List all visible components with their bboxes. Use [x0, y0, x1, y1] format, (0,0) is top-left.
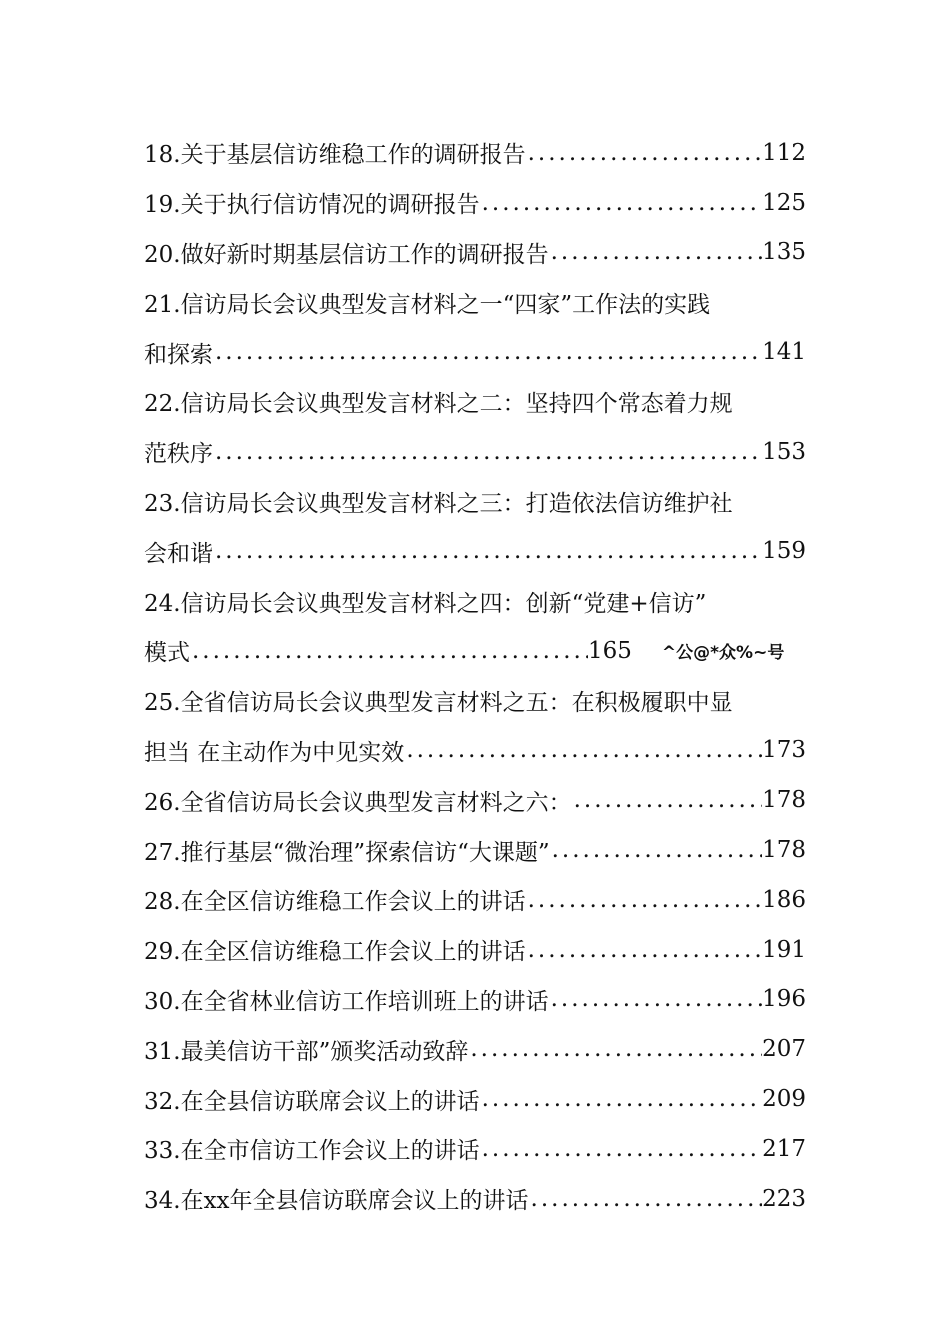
toc-entry: [144, 427, 806, 477]
toc-entry-wrap: [144, 377, 806, 427]
toc-entry: [144, 975, 806, 1025]
toc-leader-dots: [480, 190, 763, 216]
toc-leader-dots: [572, 787, 763, 813]
toc-entry: [144, 925, 806, 975]
toc-entry: [144, 178, 806, 228]
toc-leader-dots: [480, 1086, 763, 1112]
toc-entry-page: 159: [762, 538, 806, 565]
toc-leader-dots: [549, 239, 763, 265]
toc-entry-title: 28.在全区信访维稳工作会议上的讲话: [144, 889, 526, 916]
toc-leader-dots: [529, 1186, 763, 1212]
toc-entry-page: 153: [762, 438, 806, 465]
toc-entry-title: 34.在xx年全县信访联席会议上的讲话: [144, 1188, 529, 1215]
toc-entry-title: 担当 在主动作为中见实效: [144, 739, 405, 766]
toc-entry: [144, 1074, 806, 1124]
toc-entry-page: 135: [762, 239, 806, 266]
toc-entry-title: 30.在全省林业信访工作培训班上的讲话: [144, 988, 549, 1015]
toc-entry-page: 217: [762, 1135, 806, 1162]
toc-entry-title: 会和谐: [144, 540, 213, 567]
toc-entry-title: 29.在全区信访维稳工作会议上的讲话: [144, 939, 526, 966]
watermark-text: ^公@*众%~号: [661, 643, 785, 664]
toc-entry-page: 191: [762, 936, 806, 963]
toc-entry-title: 23.信访局长会议典型发言材料之三：打造依法信访维护社: [144, 490, 733, 517]
toc-entry-page: 186: [762, 886, 806, 913]
toc-entry-page: 209: [762, 1086, 806, 1113]
table-of-contents: [144, 128, 806, 1224]
toc-entry-page: 196: [762, 986, 806, 1013]
toc-entry: [144, 228, 806, 278]
toc-entry: [144, 1024, 806, 1074]
toc-entry-title: 27.推行基层“微治理”探索信访“大课题”: [144, 839, 550, 866]
toc-entry-title: 25.全省信访局长会议典型发言材料之五：在积极履职中显: [144, 690, 733, 717]
toc-entry-title: 19.关于执行信访情况的调研报告: [144, 192, 480, 219]
toc-entry-wrap: [144, 576, 806, 626]
toc-entry-title: 20.做好新时期基层信访工作的调研报告: [144, 241, 549, 268]
toc-leader-dots: [480, 1136, 763, 1162]
toc-entry-page: 207: [762, 1036, 806, 1063]
toc-entry-page: 141: [762, 339, 806, 366]
toc-leader-dots: [213, 538, 762, 564]
toc-entry-title: 和探索: [144, 341, 213, 368]
toc-entry: [144, 327, 806, 377]
toc-leader-dots: [468, 1036, 762, 1062]
toc-entry-page: 173: [762, 737, 806, 764]
toc-entry-page: 223: [762, 1185, 806, 1212]
toc-entry-page: 112: [762, 139, 806, 166]
toc-leader-dots: [190, 638, 588, 664]
toc-entry: [144, 526, 806, 576]
toc-entry-title: 21.信访局长会议典型发言材料之一“四家”工作法的实践: [144, 291, 711, 318]
toc-entry-title: 24.信访局长会议典型发言材料之四：创新“党建+信访”: [144, 590, 707, 617]
toc-entry-title: 22.信访局长会议典型发言材料之二：坚持四个常态着力规: [144, 391, 733, 418]
toc-leader-dots: [549, 986, 763, 1012]
toc-leader-dots: [526, 887, 763, 913]
toc-entry-title: 31.最美信访干部”颁奖活动致辞: [144, 1038, 469, 1065]
toc-entry: [144, 875, 806, 925]
toc-entry: [144, 825, 806, 875]
toc-entry-title: 18.关于基层信访维稳工作的调研报告: [144, 142, 526, 169]
toc-entry-wrap: [144, 676, 806, 726]
toc-entry-title: 范秩序: [144, 441, 213, 468]
toc-entry: [144, 775, 806, 825]
toc-entry-wrap: [144, 477, 806, 527]
toc-entry-page: 165: [588, 637, 632, 664]
toc-entry-wrap: [144, 277, 806, 327]
toc-leader-dots: [526, 140, 763, 166]
toc-entry-title: 32.在全县信访联席会议上的讲话: [144, 1088, 480, 1115]
toc-leader-dots: [213, 339, 762, 365]
toc-entry-title: 33.在全市信访工作会议上的讲话: [144, 1138, 480, 1165]
toc-leader-dots: [550, 837, 762, 863]
toc-leader-dots: [404, 737, 762, 763]
toc-entry-page: 125: [762, 189, 806, 216]
toc-entry: [144, 626, 806, 676]
toc-entry: [144, 726, 806, 776]
toc-entry: [144, 1124, 806, 1174]
toc-entry-title: 模式: [144, 640, 190, 667]
toc-entry-title: 26.全省信访局长会议典型发言材料之六：: [144, 789, 572, 816]
toc-leader-dots: [213, 439, 762, 465]
toc-entry: [144, 1174, 806, 1224]
toc-leader-dots: [526, 937, 763, 963]
toc-entry: [144, 128, 806, 178]
toc-entry-page: 178: [762, 837, 806, 864]
toc-entry-page: 178: [762, 787, 806, 814]
